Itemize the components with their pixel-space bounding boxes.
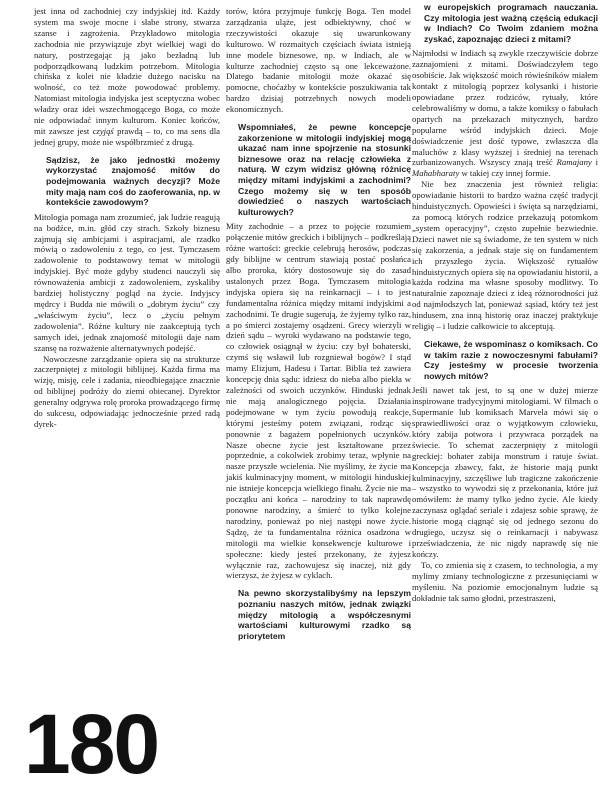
interview-question: Ciekawe, że wspominasz o komiksach. Co w takim razie z nowoczesnymi fabułami? Czy jesteśmy w procesie tworzenia nowych mitów? (424, 338, 598, 381)
interview-question: Na pewno skorzystalibyśmy na lepszym poznaniu naszych mitów, jednak związki między mitologią a współczesnymi wartościami kulturowymi rzadko są priorytetem (238, 588, 411, 641)
text-column-2 (226, 6, 411, 645)
paragraph: Nie bez znaczenia jest również religia: opowiadanie historii to bardzo ważna część tradycji hinduistycznych. Opowieści i święta są narzędziami, za pomocą których rodzice przekazują potomkom „system operacyjny”, często zupełnie bezwiednie. Dzieci nawet nie są świadome, że ten system w nich się zakorzenia, a jednak staje się on fundamentem ich przyszłego życia. Większość rytuałów hinduistycznych opiera się na opowiadaniu historii, a każda rodzina ma własne sposoby modlitwy. To naturalnie zapoznaje dzieci z ideą różnorodności już od najmłodszych lat, ponieważ sąsiad, który też jest hindusem, zna inną historię oraz inaczej praktykuje religię – i ludzie całkowicie to akceptują. (412, 179, 598, 332)
text-column-1 (34, 6, 220, 430)
paragraph: Jeśli nawet tak jest, to są one w dużej mierze inspirowane tradycyjnymi mitologiami. W filmach o Supermanie lub komiksach Marvela mówi się o sprawiedliwości oraz o wyjątkowym człowieku, który zabija potwora i przywraca porządek na świecie. To schemat zaczerpnięty z mitologii greckiej: bohater zabija monstrum i ratuje świat. Koncepcja zbawcy, fakt, że historie mają punkt kulminacyjny, szczęśliwe lub tragiczne zakończenie – wszystko to wywodzi się z przekonania, które już omówiłem: że mamy tylko jedno życie. Ale kiedy zaczynasz oglądać seriale i zdajesz sobie sprawę, że historie mogą ciągnąć się od jednego sezonu do drugiego, uczysz się o reinkarnacji i nabywasz przeświadczenia, że nic nigdy naprawdę się nie kończy. (412, 385, 598, 559)
paragraph: Nowoczesne zarządzanie opiera się na strukturze zaczerpniętej z mitologii biblijnej. Każda firma ma wizję, misję, cele i zadania, nieodbiegające znacznie od biblijnej podróży do ziemi obiecanej. Dyrektor generalny odgrywa rolę proroka prowadzącego firmę do sukcesu, odpowiadając jednocześnie przed radą dyrek- (34, 353, 220, 429)
paragraph: jest inna od zachodniej czy indyjskiej itd. Każdy system ma swoje mocne i słabe strony, stwarza szanse i zagrożenia. Przykładowo mitologia zachodnia nie przywiązuje zbyt wielkiej wagi do natury, postrzegając ją jako bezładną lub podporządkowaną ludzkim potrzebom. Mitologia chińska z kolei nie kładzie dużego nacisku na wolność, co też może powodować problemy. Natomiast mitologia indyjska jest sceptyczna wobec władzy oraz idei wszechmogącego Boga, co może nie odpowiadać innym kulturom. Koniec końców, mit zawsze jest czyjąś prawdą – to, co ma sens dla jednej grupy, może nie współbrzmieć z drugą. (34, 6, 220, 147)
paragraph: To, co zmienia się z czasem, to technologia, a my mylimy zmiany technologiczne z przesunięciami w myśleniu. Na poziomie emocjonalnym ludzie są dokładnie tak samo głodni, przestraszeni, (412, 559, 598, 603)
paragraph: Mity zachodnie – a przez to pojęcie rozumiem połączenie mitów greckich i biblijnych – podkreślają różne wartości: greckie celebrują herosów, podczas gdy biblijne w centrum stawiają postać posłańca albo proroka, który dostosowuje się do zasad ustalonych przez Boga. Tymczasem mitologia indyjska opiera się na reinkarnacji – i to jest fundamentalna różnica między mitami indyjskimi a zachodnimi. Te drugie sugerują, że żyjemy tylko raz, a po śmierci zostajemy osądzeni. Grecy wierzyli w dzień sądu – wyroki wydawano na podstawie tego, co człowiek osiągnął w życiu: czy był bohaterski, czymś się wsławił lub rozgniewał bogów? I stąd mamy Elizjum, Hadesu i Tartar. Biblia też zawiera koncepcję dnia sądu: idziesz do nieba albo piekła w zależności od swoich uczynków. Hinduski jednak nie mają analogicznego pojęcia. Działania podejmowane w tym życiu powodują reakcje, którymi jesteśmy potem związani, rodząc się ponownie z bagażem popełnionych uczynków. Nasze obecne życie jest kształtowane przez poprzednie, a cokolwiek zrobimy teraz, wpłynie na nasze przyszłe wcielenia. Nie myślimy, że życie ma jakiś kulminacyjny moment, w mitologii hinduskiej nie istnieje koncepcja wielkiego finału. Życie nie ma początku ani końca – narodziny to tak naprawdę ponowne narodziny, a śmierć to tylko kolejne narodziny, ponieważ po niej następi nowe życie. Sądzę, że ta fundamentalna różnica osadzona w mitologii ma wielkie konsekwencje kulturowe i społeczne: kiedy jesteś przekonany, że żyjesz wyłącznie raz, zachowujesz się inaczej, niż gdy wierzysz, że żyjesz w cyklach. (226, 221, 411, 581)
interview-question: Wspomniałeś, że pewne koncepcje zakorzenione w mitologii indyjskiej mogą ukazać nam inne spojrzenie na stosunki biznesowe oraz na relację człowieka z naturą. W czym widzisz główną różnicę między mitami indyjskimi a zachodnimi? Czego możemy się w ten sposób dowiedzieć o naszych wartościach kulturowych? (238, 122, 411, 217)
paragraph: torów, która przyjmuje funkcję Boga. Ten model zarządzania uląże, jest odbiektywny, choć w rzeczywistości okazuje się uwarunkowany kulturowo. W rozmaitych częściach świata istnieją inne modele biznesowe, np. w Indiach, ale w kulturze zachodniej często są one lekceważone. Dlatego badanie mitologii może okazać się pomocne, choćażby w kontekście poszukiwania tak bardzo dzisiaj potrzebnych nowych modeli ekonomicznych. (226, 6, 411, 115)
page-number: 180 (24, 697, 159, 791)
text-column-3 (412, 2, 598, 603)
paragraph: Mitologia pomaga nam zrozumieć, jak ludzie reagują na bodźce, m.in. głód czy strach. Szkoły biznesu zajmują się ambicjami i aspiracjami, ale rzadko mówią o zadowoleniu z tego, co jest. Tymczasem zadowolenie to podstawowy temat w mitologii indyjskiej. Być może gdyby studenci nauczyli się równoważenia ambicji z zadowoleniem, zyskaliby bardziej holistyczny pogląd na życie. Indyjscy mędrcy i Budda nie mówili o „dobrym życiu” czy „właściwym życiu”, lecz o „życiu pełnym zadowolenia”. Różne kultury nie zaakceptują tych samych idei, jednak znajomość mitologii daje nam szansę na rozważenie alternatywnych podejść. (34, 211, 220, 353)
interview-question: Sądzisz, że jako jednostki możemy wykorzystać znajomość mitów do podejmowania ważnych decyzji? Może mity mają nam coś do zaoferowania, np. w kontekście zawodowym? (46, 154, 220, 208)
paragraph: Najmłodsi w Indiach są zwykle rzeczywiście dobrze zaznajomieni z mitami. Doświadczyłem tego osobiście. Jak większość moich rówieśników miałem kontakt z mitologią poprzez kolysanki i historie opowiadane przez rodziców, rytuały, które celebrowaliśmy w domu, a także komiksy o fabułach opartych na przekazach mitycznych, bardzo popularne wśród indyjskich dzieci. Moje doświadczenie jest dość typowe, zwłaszcza dla maluchów z klasy wyższej i średniej na terenach zurbanizowanych. Wszyscy znają treść Ramajany i Mahabharaty w takiej czy innej formie. (412, 48, 598, 179)
interview-question-continued: w europejskich programach nauczania. Czy mitologia jest ważną częścią edukacji w Indiach? Co Twoim zdaniem można zyskać, zapoznając dzieci z mitami? (424, 2, 598, 44)
